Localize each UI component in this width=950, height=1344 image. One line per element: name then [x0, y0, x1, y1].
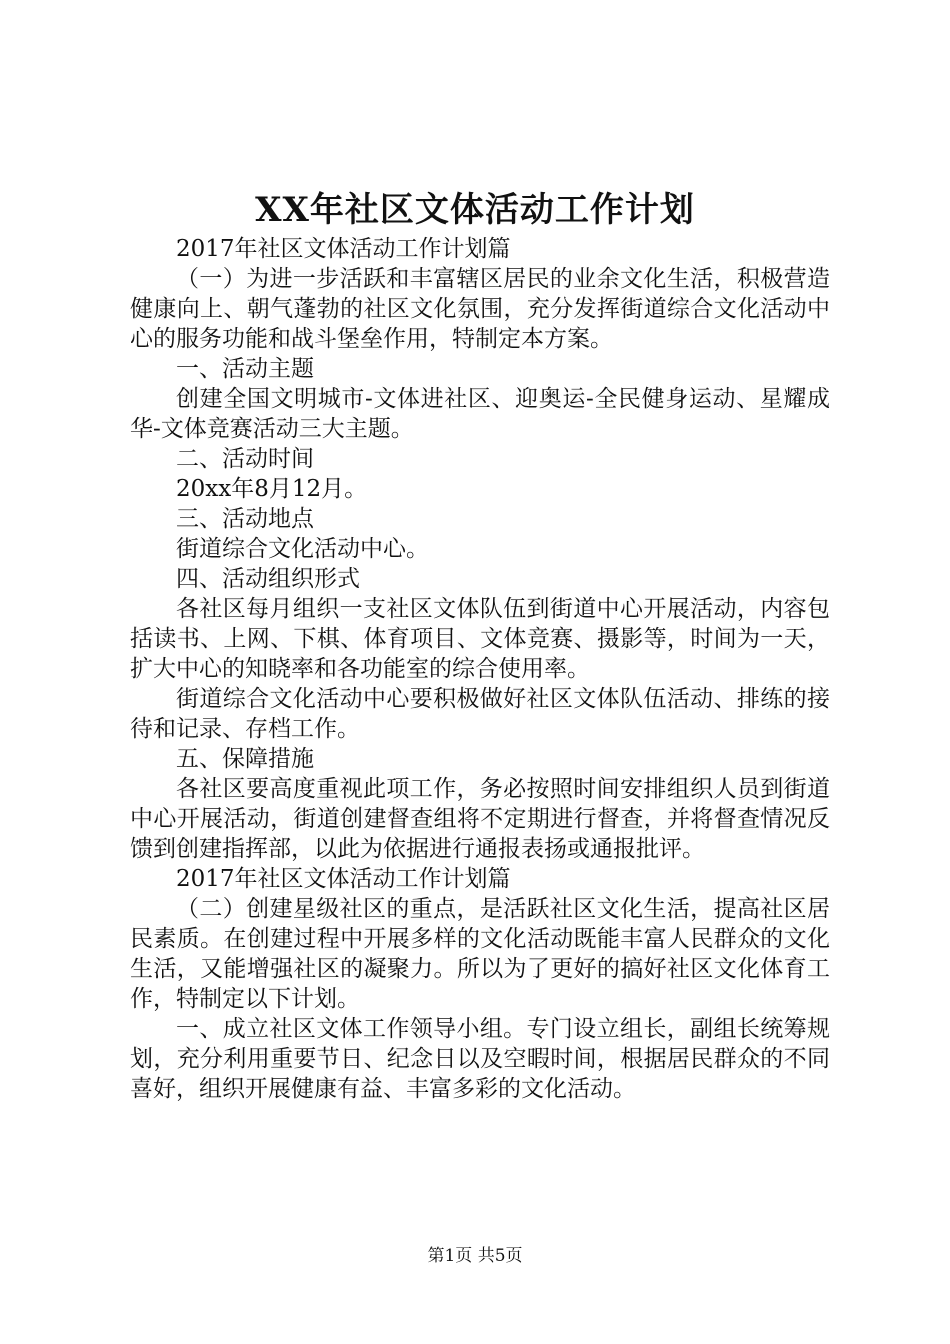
paragraph-leadership-group: 一、成立社区文体工作领导小组。专门设立组长，副组长统筹规划，充分利用重要节日、纪念日以及空暇时间，根据居民群众的不同喜好，组织开展健康有益、丰富多彩的文化活动。 — [130, 1016, 830, 1102]
paragraph-safeguards: 各社区要高度重视此项工作，务必按照时间安排组织人员到街道中心开展活动，街道创建督查组将不定期进行督查，并将督查情况反馈到创建指挥部，以此为依据进行通报表扬或通报批评。 — [130, 776, 830, 862]
paragraph-activity-time: 20xx年8月12月。 — [176, 476, 368, 502]
paragraph-section-heading: 2017年社区文体活动工作计划篇 — [176, 236, 511, 262]
paragraph-activity-form: 各社区每月组织一支社区文体队伍到街道中心开展活动，内容包括读书、上网、下棋、体育项目、文体竞赛、摄影等，时间为一天，扩大中心的知晓率和各功能室的综合使用率。 — [130, 596, 830, 682]
heading-safeguards: 五、保障措施 — [176, 746, 314, 772]
document-body — [130, 234, 830, 1104]
heading-activity-form: 四、活动组织形式 — [176, 566, 360, 592]
paragraph-intro-two: （二）创建星级社区的重点，是活跃社区文化生活，提高社区居民素质。在创建过程中开展多样的文化活动既能丰富人民群众的文化生活，又能增强社区的凝聚力。所以为了更好的搞好社区文化体育工作，特制定以下计划。 — [130, 896, 830, 1012]
paragraph-section-heading-two: 2017年社区文体活动工作计划篇 — [176, 866, 511, 892]
paragraph-activity-location: 街道综合文化活动中心。 — [176, 536, 429, 562]
document-title: XX年社区文体活动工作计划 — [255, 190, 695, 230]
paragraph-intro-one: （一）为进一步活跃和丰富辖区居民的业余文化生活，积极营造健康向上、朝气蓬勃的社区文化氛围，充分发挥街道综合文化活动中心的服务功能和战斗堡垒作用，特制定本方案。 — [130, 266, 830, 352]
heading-activity-time: 二、活动时间 — [176, 446, 314, 472]
paragraph-activity-theme: 创建全国文明城市-文体进社区、迎奥运-全民健身运动、星耀成华-文体竞赛活动三大主题。 — [130, 386, 830, 442]
heading-activity-location: 三、活动地点 — [176, 506, 314, 532]
page-footer: 第1页 共5页 — [427, 1246, 523, 1266]
heading-activity-theme: 一、活动主题 — [176, 356, 314, 382]
paragraph-activity-center: 街道综合文化活动中心要积极做好社区文体队伍活动、排练的接待和记录、存档工作。 — [130, 686, 830, 742]
